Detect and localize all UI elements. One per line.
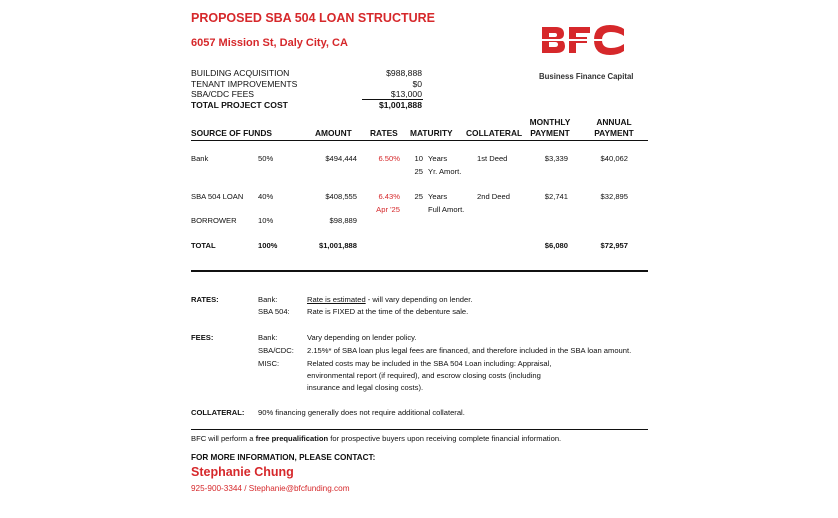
cost-value-building: $988,888 xyxy=(386,68,422,78)
cost-label-tenant: TENANT IMPROVEMENTS xyxy=(191,79,298,89)
row-bank-maturity-unit: Years xyxy=(428,154,448,163)
header-maturity: MATURITY xyxy=(410,128,453,138)
rates-sba-text: Rate is FIXED at the time of the debenture sale. xyxy=(307,307,469,316)
fees-misc-line-3: insurance and legal closing costs). xyxy=(307,383,424,392)
prequal-before: BFC will perform a xyxy=(191,434,256,443)
row-total-annual: $72,957 xyxy=(600,241,628,250)
prequal-bold: free prequalification xyxy=(255,434,329,443)
property-address: 6057 Mission St, Daly City, CA xyxy=(191,37,348,49)
row-bank-amort-text: Yr. Amort. xyxy=(428,167,462,176)
row-borrower-source: BORROWER xyxy=(191,216,237,225)
rates-bank-text xyxy=(307,295,472,304)
table-bottom-rule xyxy=(191,270,648,272)
row-bank-maturity-num: 10 xyxy=(414,154,423,163)
header-monthly-2: PAYMENT xyxy=(530,128,570,138)
contact-heading: FOR MORE INFORMATION, PLEASE CONTACT: xyxy=(191,453,376,462)
row-sba-maturity-num: 25 xyxy=(414,192,423,201)
row-sba-maturity-unit: Years xyxy=(428,192,448,201)
collateral-text: 90% financing generally does not require additional collateral. xyxy=(258,408,465,417)
collateral-rule xyxy=(191,429,648,430)
row-total-source: TOTAL xyxy=(191,241,216,250)
total-project-value: $1,001,888 xyxy=(378,100,422,110)
rates-bank-key: Bank: xyxy=(258,295,278,304)
row-total-amount: $1,001,888 xyxy=(318,241,357,250)
rates-bank-estimated: Rate is estimated xyxy=(307,295,366,304)
rates-sba-key: SBA 504: xyxy=(258,307,290,316)
row-bank-rate: 6.50% xyxy=(378,154,400,163)
cost-label-fees: SBA/CDC FEES xyxy=(191,89,255,99)
row-total-monthly: $6,080 xyxy=(544,241,568,250)
contact-details: 925-900-3344 / Stephanie@bfcfunding.com xyxy=(191,484,350,493)
total-project-label: TOTAL PROJECT COST xyxy=(191,100,288,110)
row-sba-pct: 40% xyxy=(258,192,274,201)
logo-caption: Business Finance Capital xyxy=(539,72,634,81)
row-sba-rate-date: Apr '25 xyxy=(376,205,400,214)
row-sba-source: SBA 504 LOAN xyxy=(191,192,244,201)
row-bank-source: Bank xyxy=(191,154,209,163)
row-bank-annual: $40,062 xyxy=(600,154,628,163)
row-borrower-pct: 10% xyxy=(258,216,274,225)
prequal-after: for prospective buyers upon receiving complete financial information. xyxy=(328,434,562,443)
row-bank-amort-num: 25 xyxy=(414,167,423,176)
contact-name: Stephanie Chung xyxy=(191,465,294,479)
rates-label: RATES: xyxy=(191,295,219,304)
header-source: SOURCE OF FUNDS xyxy=(191,128,272,138)
header-rates: RATES xyxy=(370,128,398,138)
fees-misc-line-2: environmental report (if required), and escrow closing costs (including xyxy=(307,371,541,380)
header-collateral: COLLATERAL xyxy=(466,128,523,138)
header-amount: AMOUNT xyxy=(315,128,352,138)
cost-value-tenant: $0 xyxy=(412,79,422,89)
header-monthly-1: MONTHLY xyxy=(529,117,571,127)
prequal-text xyxy=(191,434,561,443)
row-total-pct: 100% xyxy=(258,241,278,250)
header-annual-1: ANNUAL xyxy=(596,117,632,127)
rates-bank-rest: - will vary depending on lender. xyxy=(365,295,473,304)
row-bank-pct: 50% xyxy=(258,154,274,163)
cost-value-fees: $13,000 xyxy=(390,89,422,99)
fees-bank-text: Vary depending on lender policy. xyxy=(307,333,417,342)
row-borrower-amount: $98,889 xyxy=(329,216,357,225)
row-bank-collateral: 1st Deed xyxy=(477,154,508,163)
row-sba-amort-text: Full Amort. xyxy=(428,205,465,214)
row-sba-annual: $32,895 xyxy=(600,192,628,201)
row-sba-rate: 6.43% xyxy=(378,192,400,201)
bfc-logo xyxy=(540,19,626,61)
row-sba-collateral: 2nd Deed xyxy=(477,192,510,201)
fees-sbacdc-text: 2.15%* of SBA loan plus legal fees are financed, and therefore included in the SBA loan amount. xyxy=(307,346,632,355)
collateral-label: COLLATERAL: xyxy=(191,408,245,417)
fees-bank-key: Bank: xyxy=(258,333,278,342)
row-bank-monthly: $3,339 xyxy=(544,154,568,163)
fees-misc-key: MISC: xyxy=(258,359,280,368)
fees-misc-line-1: Related costs may be included in the SBA 504 Loan including: Appraisal, xyxy=(307,359,552,368)
row-sba-monthly: $2,741 xyxy=(544,192,568,201)
row-bank-amount: $494,444 xyxy=(325,154,357,163)
fees-label: FEES: xyxy=(191,333,214,342)
header-rule xyxy=(191,140,648,141)
document-title: PROPOSED SBA 504 LOAN STRUCTURE xyxy=(191,11,436,25)
fees-sbacdc-key: SBA/CDC: xyxy=(258,346,294,355)
header-annual-2: PAYMENT xyxy=(594,128,634,138)
cost-label-building: BUILDING ACQUISITION xyxy=(191,68,290,78)
row-sba-amount: $408,555 xyxy=(325,192,357,201)
